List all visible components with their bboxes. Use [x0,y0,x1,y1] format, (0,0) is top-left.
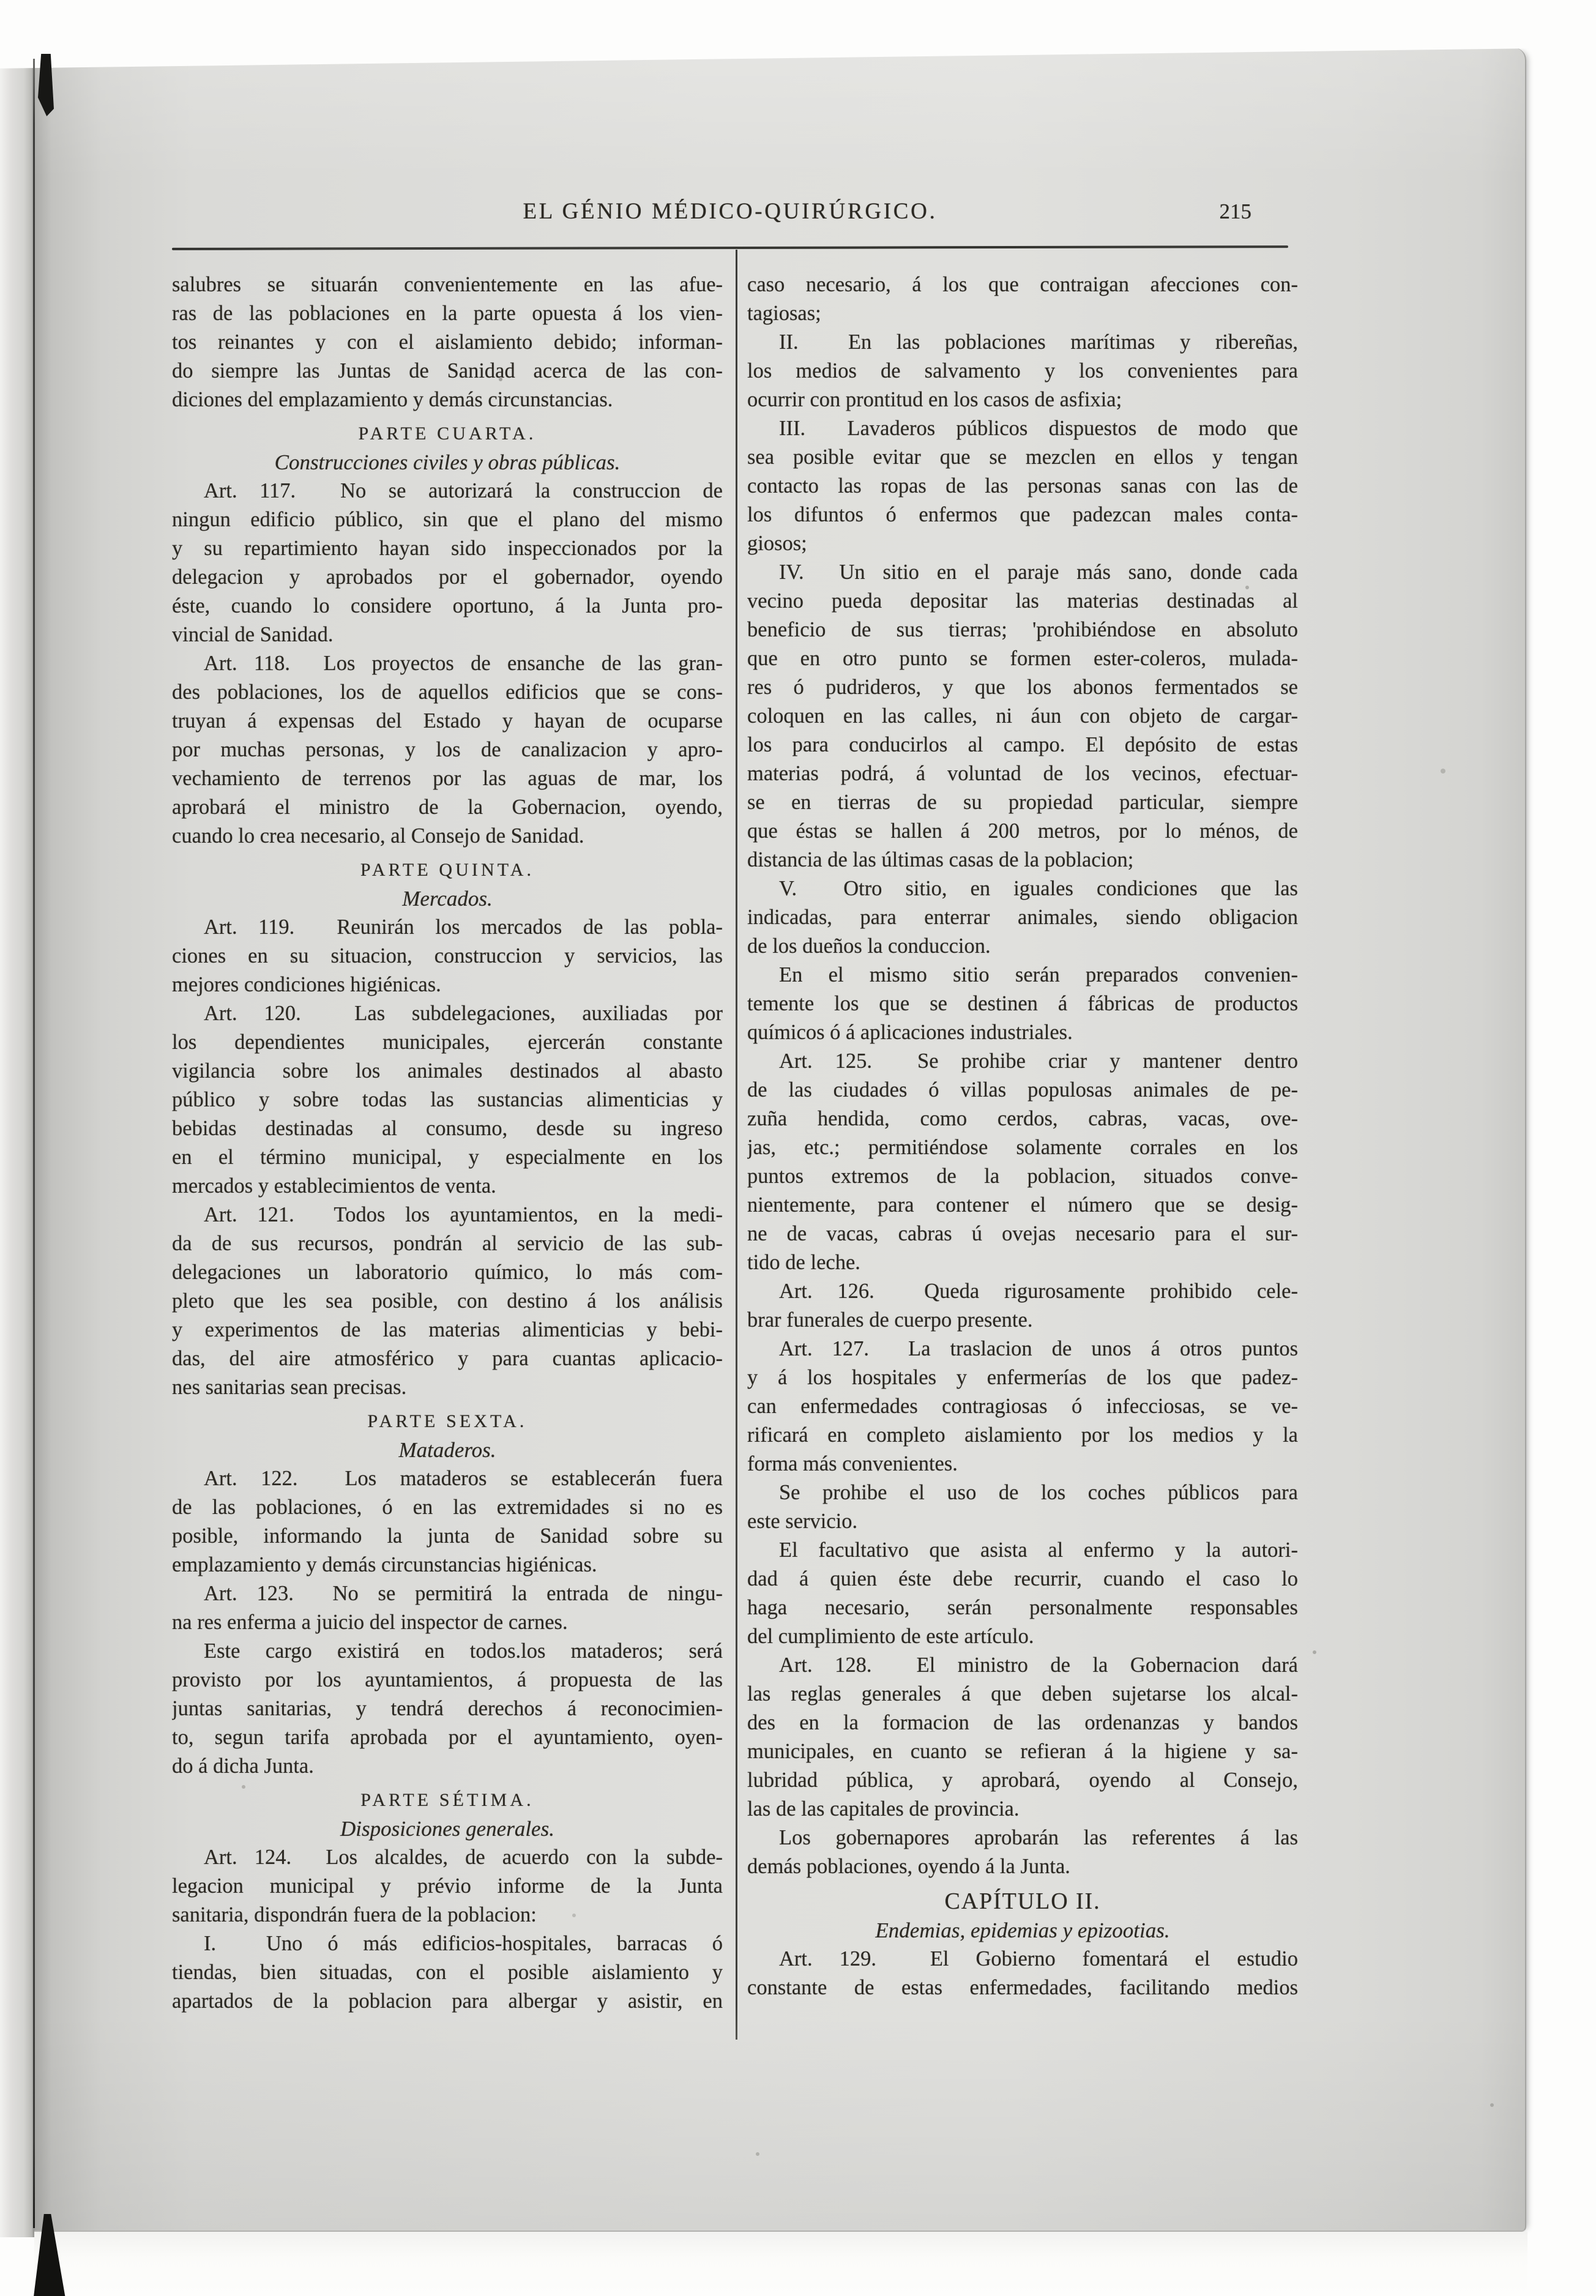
section-subheading: Endemias, epidemias y epizootias. [875,1918,1170,1942]
text-line: cuando lo crea necesario, al Consejo de Sanidad. [172,824,584,848]
text-line: se en tierras de su propiedad particular, siempre [747,791,1298,814]
text-line: tos reinantes y con el aislamiento debido; informan- [172,330,723,354]
text-line: giosos; [747,532,807,555]
text-line: diciones del emplazamiento y demás circunstancias. [172,388,613,411]
text-line: pleto que les sea posible, con destino á los análisis [172,1289,723,1313]
text-line: sanitaria, dispondrán fuera de la poblacion: [172,1903,537,1926]
text-line: I. Uno ó más edificios-hospitales, barracas ó [204,1932,723,1955]
text-line: aprobará el ministro de la Gobernacion, oyendo, [172,796,723,819]
text-line: En el mismo sitio serán preparados convenien- [779,963,1298,986]
text-line: das, del aire atmosférico y para cuantas aplicacio- [172,1347,723,1370]
part-heading: PARTE QUINTA. [360,860,535,880]
text-line: can enfermedades contragiosas ó infecciosas, se ve- [747,1395,1298,1418]
book-page [34,48,1526,2232]
text-line: delegacion y aprobados por el gobernador, oyendo [172,565,723,589]
text-line: mejores condiciones higiénicas. [172,973,441,996]
text-line: ras de las poblaciones en la parte opuesta á los vien- [172,302,723,325]
text-line: tagiosas; [747,302,821,325]
text-line: de las poblaciones, ó en las extremidades si no es [172,1496,723,1519]
text-line: vigilancia sobre los animales destinados al abasto [172,1059,723,1083]
text-line: ciones en su situacion, construccion y servicios, las [172,944,723,967]
right-column [747,270,1298,2002]
text-line: distancia de las últimas casas de la poblacion; [747,848,1134,871]
text-line: bebidas destinadas al consumo, desde su ingreso [172,1117,723,1140]
text-line: IV. Un sitio en el paraje más sano, donde cada [779,561,1298,584]
text-line: ocurrir con prontitud en los casos de asfixia; [747,388,1122,411]
text-line: salubres se situarán convenientemente en las afue- [172,273,723,296]
part-heading: PARTE SÉTIMA. [360,1790,534,1810]
text-line: II. En las poblaciones marítimas y ribereñas, [779,330,1298,354]
text-line: to, segun tarifa aprobada por el ayuntamiento, oyen- [172,1726,723,1749]
text-line: los dependientes municipales, ejercerán constante [172,1031,723,1054]
page-number: 215 [1219,199,1251,223]
text-line: do siempre las Juntas de Sanidad acerca de las con- [172,359,723,382]
text-line: tiendas, bien situadas, con el posible aislamiento y [172,1961,723,1984]
text-line: constante de estas enfermedades, facilitando medios [747,1976,1298,1999]
section-subheading: Mataderos. [398,1438,496,1462]
chapter-heading: CAPÍTULO II. [944,1888,1101,1914]
text-line: demás poblaciones, oyendo á la Junta. [747,1855,1070,1878]
text-line: las de las capitales de provincia. [747,1797,1020,1821]
header-rule [172,245,1288,250]
text-line: nes sanitarias sean precisas. [172,1376,407,1399]
text-line: Art. 119. Reunirán los mercados de las pobla- [204,915,723,939]
text-line: brar funerales de cuerpo presente. [747,1308,1033,1332]
text-line: III. Lavaderos públicos dispuestos de modo que [779,417,1298,440]
part-heading: PARTE SEXTA. [367,1411,528,1431]
left-column [172,270,723,2016]
section-subheading: Mercados. [402,887,493,911]
text-line: y experimentos de las materias alimenticias y bebi- [172,1318,723,1341]
text-line: beneficio de sus tierras; 'prohibiéndose en absoluto [747,618,1298,641]
page-header [172,198,1288,235]
text-line: este servicio. [747,1510,858,1533]
text-line: emplazamiento y demás circunstancias higiénicas. [172,1553,597,1576]
text-line: truyan á expensas del Estado y hayan de ocuparse [172,709,723,732]
text-line: Art. 124. Los alcaldes, de acuerdo con la subde- [204,1846,723,1869]
text-line: y su repartimiento hayan sido inspeccionados por la [172,537,723,560]
text-line: nientemente, para contener el número que se desig- [747,1193,1298,1217]
part-heading: PARTE CUARTA. [358,423,537,444]
text-line: los para conducirlos al campo. El depósito de estas [747,733,1298,756]
text-line: zuña hendida, como cerdos, cabras, vacas, ove- [747,1107,1298,1130]
text-line: haga necesario, serán personalmente responsables [747,1596,1298,1619]
text-line: los difuntos ó enfermos que padezcan males conta- [747,503,1298,526]
section-subheading: Disposiciones generales. [340,1817,554,1841]
text-line: temente los que se destinen á fábricas de productos [747,992,1298,1015]
text-line: municipales, en cuanto se refieran á la higiene y sa- [747,1740,1298,1763]
text-line: vecino pueda depositar las materias destinadas al [747,589,1298,613]
text-line: que éstas se hallen á 200 metros, por lo ménos, de [747,819,1298,843]
text-line: Art. 126. Queda rigurosamente prohibido cele- [779,1280,1298,1303]
text-line: delegaciones un laboratorio químico, lo más com- [172,1261,723,1284]
adjacent-page-left-edge [0,59,34,2237]
text-line: apartados de la poblacion para albergar y asistir, en [172,1989,723,2013]
text-line: público y sobre todas las sustancias alimenticias y [172,1088,723,1111]
text-line: por muchas personas, y los de canalizacion y apro- [172,738,723,761]
text-line: Art. 118. Los proyectos de ensanche de las gran- [204,652,723,675]
text-line: Art. 125. Se prohibe criar y mantener dentro [779,1049,1298,1073]
text-line: juntas sanitarias, y tendrá derechos á reconocimien- [172,1697,723,1720]
text-line: Este cargo existirá en todos.los mataderos; será [204,1639,723,1663]
text-line: Art. 121. Todos los ayuntamientos, en la medi- [204,1203,723,1226]
text-line: lubridad pública, y aprobará, oyendo al Consejo, [747,1769,1298,1792]
text-block [172,270,1298,2143]
text-line: des poblaciones, los de aquellos edificios que se cons- [172,680,723,704]
text-line: da de sus recursos, pondrán al servicio de las sub- [172,1232,723,1255]
text-line: los medios de salvamento y los convenientes para [747,359,1298,382]
text-line: caso necesario, á los que contraigan afecciones con- [747,273,1298,296]
adjacent-page-bottom-edge [34,2232,1527,2296]
text-line: El facultativo que asista al enfermo y la autori- [779,1538,1298,1562]
text-line: rificará en completo aislamiento por los medios y la [747,1423,1298,1447]
text-line: químicos ó á aplicaciones industriales. [747,1021,1073,1044]
text-line: res ó pudrideros, y que los abonos fermentados se [747,676,1298,699]
text-line: éste, cuando lo considere oportuno, á la Junta pro- [172,594,723,617]
text-line: Art. 120. Las subdelegaciones, auxiliadas por [204,1002,723,1025]
binding-gutter-crease [33,59,35,2228]
text-line: que en otro punto se formen ester-coleros, mulada- [747,647,1298,670]
text-line: indicadas, para enterrar animales, siendo obligacion [747,906,1298,929]
text-line: posible, informando la junta de Sanidad sobre su [172,1524,723,1548]
text-line: las reglas generales á que deben sujetarse los alcal- [747,1682,1298,1705]
text-line: Art. 123. No se permitirá la entrada de ningu- [204,1582,723,1605]
text-line: mercados y establecimientos de venta. [172,1174,496,1198]
text-line: forma más convenientes. [747,1452,958,1475]
text-line: ningun edificio público, sin que el plano del mismo [172,508,723,531]
text-line: Art. 129. El Gobierno fomentará el estudio [779,1947,1298,1970]
text-line: Se prohibe el uso de los coches públicos para [779,1481,1298,1504]
text-line: vincial de Sanidad. [172,623,334,646]
text-line: en el término municipal, y especialmente en los [172,1146,723,1169]
text-line: na res enferma a juicio del inspector de carnes. [172,1611,568,1634]
text-line: vechamiento de terrenos por las aguas de mar, los [172,767,723,790]
text-line: tido de leche. [747,1251,860,1274]
text-line: Art. 127. La traslacion de unos á otros puntos [779,1337,1298,1360]
text-line: y á los hospitales y enfermerías de los que padez- [747,1366,1298,1389]
text-line: puntos extremos de la poblacion, situados conve- [747,1165,1298,1188]
text-line: de las ciudades ó villas populosas animales de pe- [747,1078,1298,1101]
text-line: Art. 122. Los mataderos se establecerán fuera [204,1467,723,1490]
section-subheading: Construcciones civiles y obras públicas. [274,450,621,474]
text-line: Art. 117. No se autorizará la construccion de [204,479,723,502]
text-line: sea posible evitar que se mezclen en ellos y tengan [747,445,1298,469]
text-line: de los dueños la conduccion. [747,934,991,958]
text-line: provisto por los ayuntamientos, á propuesta de las [172,1668,723,1691]
text-line: dad á quien éste debe recurrir, cuando el caso lo [747,1567,1298,1590]
text-line: legacion municipal y prévio informe de la Junta [172,1874,723,1898]
journal-title: EL GÉNIO MÉDICO-QUIRÚRGICO. [523,199,938,224]
text-line: do á dicha Junta. [172,1754,314,1778]
text-line: jas, etc.; permitiéndose solamente corrales en los [747,1136,1298,1159]
text-line: ne de vacas, cabras ú ovejas necesario para el sur- [747,1222,1298,1245]
text-line: materias podrá, á voluntad de los vecinos, efectuar- [747,762,1298,785]
text-line: del cumplimiento de este artículo. [747,1625,1034,1648]
text-line: Los gobernapores aprobarán las referentes á las [779,1826,1298,1849]
text-line: Art. 128. El ministro de la Gobernacion dará [779,1653,1298,1677]
text-line: contacto las ropas de las personas sanas con las de [747,474,1298,498]
text-line: coloquen en las calles, ni áun con objeto de cargar- [747,704,1298,728]
text-line: V. Otro sitio, en iguales condiciones que las [779,877,1298,900]
text-line: des en la formacion de las ordenanzas y bandos [747,1711,1298,1734]
